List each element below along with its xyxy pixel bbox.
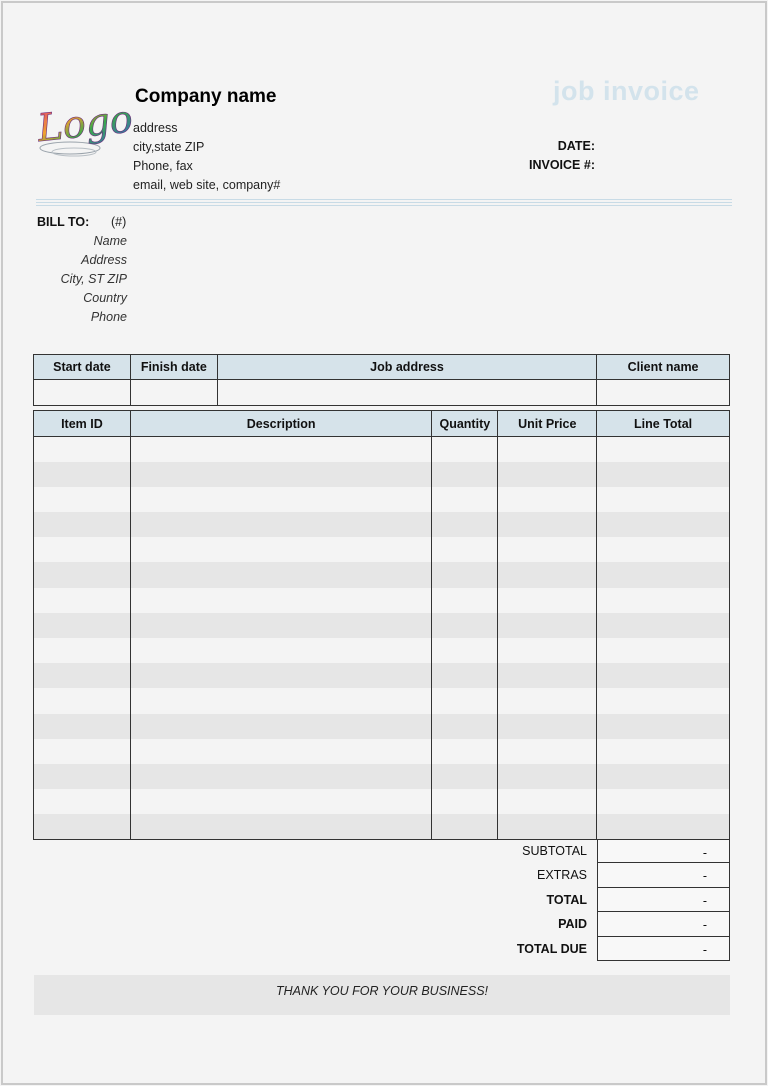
company-logo	[34, 90, 135, 168]
item-id-cell[interactable]	[34, 739, 131, 764]
unit-price-cell[interactable]	[498, 638, 597, 663]
line-total-cell[interactable]	[597, 537, 730, 562]
item-id-cell[interactable]	[34, 487, 131, 512]
totals-value-box[interactable]	[597, 839, 730, 863]
table-row	[34, 437, 730, 462]
company-city-state: city,state ZIP	[133, 140, 205, 154]
line-total-cell[interactable]	[597, 764, 730, 789]
items-header-row	[34, 411, 730, 437]
table-row	[34, 537, 730, 562]
quantity-cell[interactable]	[432, 487, 498, 512]
job-table-row	[34, 380, 730, 406]
totals-value-box[interactable]	[597, 937, 730, 961]
svg-text:Logo: Logo	[35, 96, 135, 151]
description-cell[interactable]	[130, 688, 432, 713]
item-id-cell[interactable]	[34, 588, 131, 613]
description-cell[interactable]	[130, 537, 432, 562]
line-total-header: Line Total	[597, 411, 730, 437]
bill-to-address: Address	[81, 253, 127, 267]
unit-price-cell[interactable]	[498, 588, 597, 613]
item-id-cell[interactable]	[34, 663, 131, 688]
quantity-cell[interactable]	[432, 789, 498, 814]
unit-price-cell[interactable]	[498, 764, 597, 789]
bill-to-name: Name	[93, 234, 127, 248]
quantity-cell[interactable]	[432, 714, 498, 739]
thank-you-banner: THANK YOU FOR YOUR BUSINESS!	[34, 975, 730, 1015]
totals-label: TOTAL	[546, 892, 587, 907]
totals-value: -	[702, 918, 707, 933]
bill-to-city: City, ST ZIP	[60, 272, 127, 286]
company-phone-fax: Phone, fax	[133, 159, 193, 173]
item-id-cell[interactable]	[34, 462, 131, 487]
totals-value-box[interactable]	[597, 912, 730, 936]
line-total-cell[interactable]	[597, 462, 730, 487]
quantity-cell[interactable]	[432, 739, 498, 764]
description-cell[interactable]	[130, 613, 432, 638]
unit-price-cell[interactable]	[498, 688, 597, 713]
totals-row	[440, 912, 730, 936]
line-total-cell[interactable]	[597, 588, 730, 613]
company-name: Company name	[135, 86, 277, 107]
item-id-cell[interactable]	[34, 638, 131, 663]
totals-label: PAID	[558, 917, 587, 932]
header-divider	[36, 199, 732, 208]
item-id-cell[interactable]	[34, 537, 131, 562]
table-row	[34, 562, 730, 587]
item-id-cell[interactable]	[34, 688, 131, 713]
totals-row	[440, 839, 730, 863]
line-total-cell[interactable]	[597, 613, 730, 638]
table-row	[34, 663, 730, 688]
quantity-cell[interactable]	[432, 638, 498, 663]
start-date-cell[interactable]	[34, 380, 131, 406]
table-row	[34, 462, 730, 487]
document-title: job invoice	[553, 76, 700, 106]
line-total-cell[interactable]	[597, 789, 730, 814]
table-row	[34, 739, 730, 764]
description-cell[interactable]	[130, 437, 432, 462]
description-cell[interactable]	[130, 814, 432, 839]
quantity-cell[interactable]	[432, 588, 498, 613]
quantity-header: Quantity	[432, 411, 498, 437]
unit-price-cell[interactable]	[498, 739, 597, 764]
totals-row	[440, 937, 730, 961]
job-address-cell[interactable]	[217, 380, 596, 406]
line-total-cell[interactable]	[597, 638, 730, 663]
table-row	[34, 638, 730, 663]
job-address-header: Job address	[217, 355, 596, 380]
totals-value: -	[702, 942, 707, 957]
table-row	[34, 714, 730, 739]
line-total-cell[interactable]	[597, 814, 730, 839]
bill-to-phone: Phone	[90, 310, 127, 324]
description-cell[interactable]	[130, 512, 432, 537]
quantity-cell[interactable]	[432, 562, 498, 587]
description-cell[interactable]	[130, 764, 432, 789]
unit-price-cell[interactable]	[498, 562, 597, 587]
quantity-cell[interactable]	[432, 688, 498, 713]
line-total-cell[interactable]	[597, 512, 730, 537]
finish-date-header: Finish date	[130, 355, 217, 380]
bill-to-number: (#)	[111, 215, 127, 229]
description-cell[interactable]	[130, 562, 432, 587]
table-row	[34, 789, 730, 814]
unit-price-cell[interactable]	[498, 613, 597, 638]
description-cell[interactable]	[130, 638, 432, 663]
unit-price-cell[interactable]	[498, 437, 597, 462]
description-cell[interactable]	[130, 739, 432, 764]
company-email-web: email, web site, company#	[133, 178, 281, 192]
quantity-cell[interactable]	[432, 764, 498, 789]
table-row	[34, 814, 730, 839]
totals-value: -	[702, 869, 707, 884]
totals-value-box[interactable]	[597, 888, 730, 912]
item-id-cell[interactable]	[34, 437, 131, 462]
totals-row	[440, 863, 730, 887]
bill-to-country: Country	[83, 291, 127, 305]
unit-price-cell[interactable]	[498, 462, 597, 487]
job-info-table	[33, 354, 730, 406]
quantity-cell[interactable]	[432, 437, 498, 462]
bill-to-label: BILL TO:	[37, 215, 90, 229]
line-total-cell[interactable]	[597, 562, 730, 587]
line-total-cell[interactable]	[597, 714, 730, 739]
client-name-cell[interactable]	[597, 380, 730, 406]
quantity-cell[interactable]	[432, 512, 498, 537]
table-row	[34, 512, 730, 537]
totals-block	[440, 839, 730, 961]
unit-price-cell[interactable]	[498, 537, 597, 562]
description-cell[interactable]	[130, 789, 432, 814]
totals-value: -	[702, 893, 707, 908]
date-label: DATE:	[557, 139, 595, 153]
unit-price-cell[interactable]	[498, 814, 597, 839]
line-total-cell[interactable]	[597, 739, 730, 764]
item-id-header: Item ID	[34, 411, 131, 437]
item-id-cell[interactable]	[34, 789, 131, 814]
totals-label: TOTAL DUE	[516, 941, 587, 956]
description-cell[interactable]	[130, 663, 432, 688]
totals-value-box[interactable]	[597, 863, 730, 887]
quantity-cell[interactable]	[432, 613, 498, 638]
line-total-cell[interactable]	[597, 688, 730, 713]
quantity-cell[interactable]	[432, 462, 498, 487]
item-id-cell[interactable]	[34, 814, 131, 839]
line-total-cell[interactable]	[597, 663, 730, 688]
description-cell[interactable]	[130, 487, 432, 512]
item-id-cell[interactable]	[34, 562, 131, 587]
unit-price-cell[interactable]	[498, 512, 597, 537]
item-id-cell[interactable]	[34, 764, 131, 789]
finish-date-cell[interactable]	[130, 380, 217, 406]
item-id-cell[interactable]	[34, 714, 131, 739]
table-row	[34, 613, 730, 638]
table-row	[34, 764, 730, 789]
unit-price-header: Unit Price	[498, 411, 597, 437]
line-total-cell[interactable]	[597, 437, 730, 462]
totals-label: EXTRAS	[536, 868, 587, 883]
start-date-header: Start date	[34, 355, 131, 380]
description-header: Description	[130, 411, 432, 437]
quantity-cell[interactable]	[432, 663, 498, 688]
table-row	[34, 588, 730, 613]
item-id-cell[interactable]	[34, 512, 131, 537]
quantity-cell[interactable]	[432, 814, 498, 839]
job-table-header-row	[34, 355, 730, 380]
items-body	[34, 437, 730, 840]
description-cell[interactable]	[130, 462, 432, 487]
description-cell[interactable]	[130, 588, 432, 613]
unit-price-cell[interactable]	[498, 714, 597, 739]
table-row	[34, 487, 730, 512]
line-total-cell[interactable]	[597, 487, 730, 512]
description-cell[interactable]	[130, 714, 432, 739]
client-name-header: Client name	[597, 355, 730, 380]
bill-to-fields	[30, 234, 127, 329]
company-address: address	[133, 121, 178, 135]
totals-row	[440, 888, 730, 912]
totals-value: -	[702, 846, 707, 860]
company-contact-block	[133, 121, 280, 197]
totals-label: SUBTOTAL	[522, 844, 587, 858]
line-items-table	[33, 410, 730, 840]
item-id-cell[interactable]	[34, 613, 131, 638]
table-row	[34, 688, 730, 713]
invoice-number-label: INVOICE #:	[529, 158, 595, 172]
unit-price-cell[interactable]	[498, 789, 597, 814]
unit-price-cell[interactable]	[498, 663, 597, 688]
quantity-cell[interactable]	[432, 537, 498, 562]
unit-price-cell[interactable]	[498, 487, 597, 512]
